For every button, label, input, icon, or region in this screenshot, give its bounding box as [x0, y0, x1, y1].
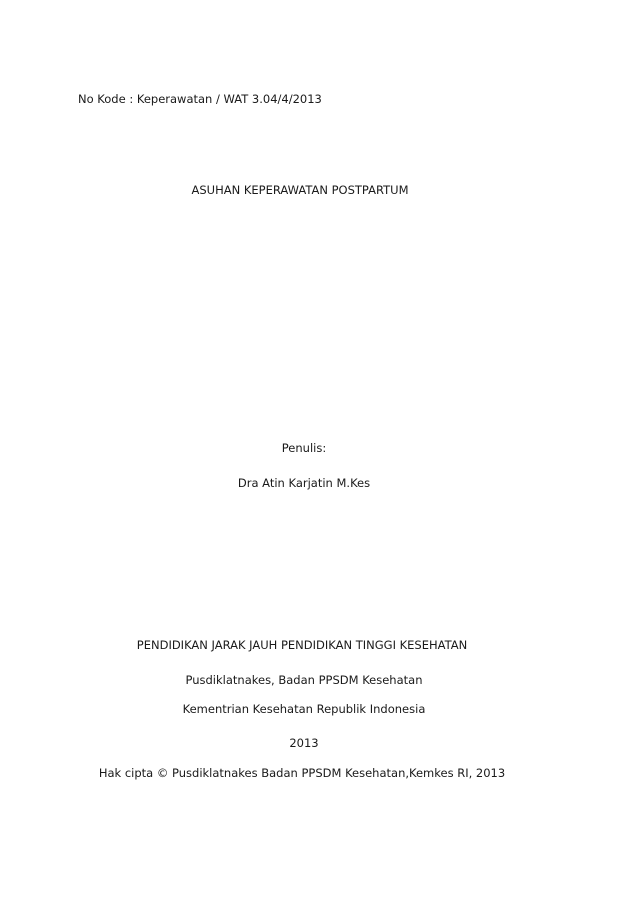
publication-year: 2013: [289, 736, 319, 750]
author-label: Penulis:: [281, 441, 327, 455]
institution-ministry: Kementrian Kesehatan Republik Indonesia: [182, 702, 426, 716]
document-code: No Kode : Keperawatan / WAT 3.04/4/2013: [78, 92, 322, 106]
institution-agency: Pusdiklatnakes, Badan PPSDM Kesehatan: [185, 673, 423, 687]
document-title: ASUHAN KEPERAWATAN POSTPARTUM: [191, 183, 409, 197]
institution-program: PENDIDIKAN JARAK JAUH PENDIDIKAN TINGGI KESEHATAN: [136, 638, 468, 652]
author-name: Dra Atin Karjatin M.Kes: [237, 476, 371, 490]
copyright-notice: Hak cipta © Pusdiklatnakes Badan PPSDM Kesehatan,Kemkes RI, 2013: [98, 766, 506, 780]
